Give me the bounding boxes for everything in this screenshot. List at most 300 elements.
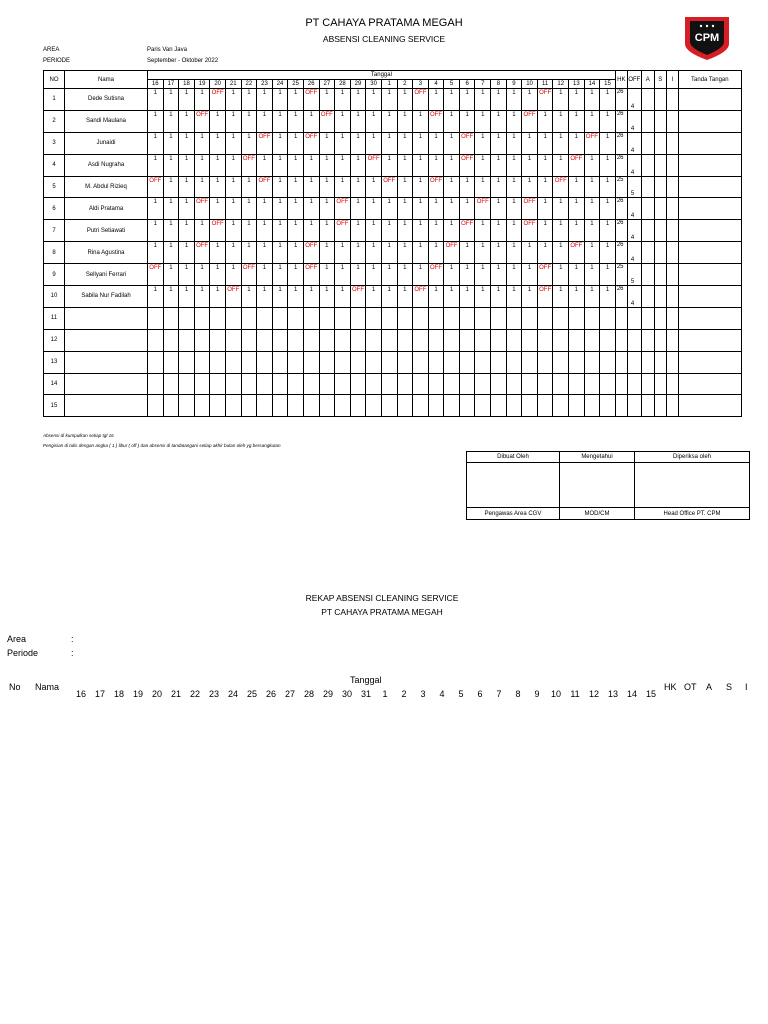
day-cell: 1 <box>225 242 241 264</box>
day-cell: 1 <box>569 264 585 286</box>
off-count <box>627 373 641 395</box>
day-cell: 1 <box>381 89 397 111</box>
day-cell: 1 <box>335 89 351 111</box>
day-cell: 1 <box>459 264 475 286</box>
day-cell: 1 <box>163 110 179 132</box>
day-cell: OFF <box>459 132 475 154</box>
day-cell: 1 <box>148 198 164 220</box>
off-count: 4 <box>627 286 641 308</box>
day-cell: 1 <box>257 89 273 111</box>
day-cell: 1 <box>444 89 460 111</box>
recap-day-header: 15 <box>645 689 656 699</box>
day-cell <box>179 329 195 351</box>
day-header: 7 <box>475 80 491 89</box>
day-cell: 1 <box>257 198 273 220</box>
row-number: 10 <box>44 286 65 308</box>
row-number: 3 <box>44 132 65 154</box>
day-cell: OFF <box>194 110 210 132</box>
table-row <box>44 286 742 308</box>
day-cell: 1 <box>272 286 288 308</box>
day-cell: 1 <box>366 264 382 286</box>
signature-cell <box>678 395 741 417</box>
day-cell: 1 <box>241 132 257 154</box>
recap-day-header: 27 <box>284 689 295 699</box>
day-cell <box>381 329 397 351</box>
day-cell <box>194 373 210 395</box>
day-cell <box>272 373 288 395</box>
recap-day-header: 11 <box>570 689 580 699</box>
day-cell <box>600 329 616 351</box>
day-cell <box>350 395 366 417</box>
day-cell: 1 <box>288 198 304 220</box>
day-cell <box>272 351 288 373</box>
i-cell <box>666 351 678 373</box>
day-cell: 1 <box>413 242 429 264</box>
day-cell <box>303 329 319 351</box>
table-row <box>44 351 742 373</box>
day-cell: 1 <box>210 176 226 198</box>
recap-day-header: 6 <box>477 689 483 699</box>
signature-cell <box>678 110 741 132</box>
recap-day-header: 18 <box>113 689 124 699</box>
hk-value: 26 <box>615 89 627 111</box>
day-cell: 1 <box>600 154 616 176</box>
day-cell <box>491 351 507 373</box>
day-cell <box>257 351 273 373</box>
day-header: 22 <box>241 80 257 89</box>
day-cell: OFF <box>148 176 164 198</box>
signature-cell <box>678 351 741 373</box>
day-cell: OFF <box>303 264 319 286</box>
day-cell <box>225 395 241 417</box>
day-cell <box>459 373 475 395</box>
day-cell: 1 <box>600 264 616 286</box>
employee-name <box>65 351 148 373</box>
s-cell <box>654 242 666 264</box>
sign-box-checked-by <box>635 463 750 508</box>
day-cell: OFF <box>350 286 366 308</box>
table-row <box>44 307 742 329</box>
day-cell <box>241 395 257 417</box>
day-cell: 1 <box>350 176 366 198</box>
day-cell <box>210 329 226 351</box>
day-cell <box>179 373 195 395</box>
i-cell <box>666 110 678 132</box>
day-cell <box>569 307 585 329</box>
row-number: 7 <box>44 220 65 242</box>
day-cell <box>350 351 366 373</box>
logo-text: CPM <box>694 32 720 44</box>
day-cell: OFF <box>257 132 273 154</box>
day-cell: 1 <box>241 198 257 220</box>
day-cell: 1 <box>491 132 507 154</box>
day-cell <box>303 373 319 395</box>
sign-box-made-by <box>467 463 560 508</box>
day-cell <box>194 351 210 373</box>
header-tanggal: Tanggal <box>148 71 616 80</box>
day-cell: 1 <box>319 264 335 286</box>
day-cell: 1 <box>444 198 460 220</box>
day-cell: 1 <box>506 220 522 242</box>
day-cell: 1 <box>179 286 195 308</box>
day-cell: OFF <box>459 154 475 176</box>
day-cell <box>553 395 569 417</box>
day-cell: 1 <box>506 110 522 132</box>
day-cell: 1 <box>303 198 319 220</box>
i-cell <box>666 264 678 286</box>
day-cell: OFF <box>475 198 491 220</box>
day-cell: 1 <box>148 220 164 242</box>
day-cell <box>491 373 507 395</box>
day-cell: OFF <box>413 286 429 308</box>
header-tanda-tangan: Tanda Tangan <box>678 71 741 89</box>
day-cell: 1 <box>397 242 413 264</box>
note-line-1: Absensi di kumpulkan setiap tgl 16 <box>43 433 114 438</box>
day-cell <box>288 307 304 329</box>
day-cell <box>444 329 460 351</box>
day-header: 5 <box>444 80 460 89</box>
day-header: 15 <box>600 80 616 89</box>
day-cell: 1 <box>303 154 319 176</box>
day-cell: 1 <box>569 220 585 242</box>
day-cell: OFF <box>194 198 210 220</box>
day-cell <box>413 329 429 351</box>
day-cell: 1 <box>225 264 241 286</box>
day-cell <box>553 373 569 395</box>
day-cell: 1 <box>335 176 351 198</box>
day-header: 8 <box>491 80 507 89</box>
day-cell <box>179 351 195 373</box>
s-cell <box>654 286 666 308</box>
hk-value: 25 <box>615 264 627 286</box>
day-cell: 1 <box>381 154 397 176</box>
day-cell: OFF <box>381 176 397 198</box>
day-cell <box>522 395 538 417</box>
day-cell: 1 <box>584 110 600 132</box>
recap-day-header: 24 <box>227 689 238 699</box>
day-cell: 1 <box>444 286 460 308</box>
day-header: 19 <box>194 80 210 89</box>
day-cell: 1 <box>381 220 397 242</box>
day-cell: 1 <box>257 110 273 132</box>
day-cell <box>537 307 553 329</box>
table-row <box>44 242 742 264</box>
i-cell <box>666 220 678 242</box>
day-cell <box>319 395 335 417</box>
table-row <box>44 373 742 395</box>
recap-day-header: 10 <box>550 689 561 699</box>
day-cell: 1 <box>257 220 273 242</box>
employee-name: Dede Sutisna <box>65 89 148 111</box>
day-cell <box>506 307 522 329</box>
day-cell: OFF <box>194 242 210 264</box>
day-cell: OFF <box>210 220 226 242</box>
a-cell <box>641 198 654 220</box>
day-cell: 1 <box>475 89 491 111</box>
day-cell <box>569 395 585 417</box>
day-cell: OFF <box>366 154 382 176</box>
table-row <box>44 176 742 198</box>
day-cell <box>491 307 507 329</box>
area-value: Paris Van Java <box>147 47 187 53</box>
day-cell: 1 <box>335 264 351 286</box>
employee-name: Aldi Pratama <box>65 198 148 220</box>
a-cell <box>641 395 654 417</box>
recap-day-header: 30 <box>341 689 352 699</box>
table-row <box>44 329 742 351</box>
hk-value: 25 <box>615 176 627 198</box>
hk-value <box>615 329 627 351</box>
off-count <box>627 307 641 329</box>
day-cell: 1 <box>350 89 366 111</box>
day-cell <box>148 307 164 329</box>
signature-cell <box>678 264 741 286</box>
a-cell <box>641 329 654 351</box>
day-cell: 1 <box>272 132 288 154</box>
day-cell: 1 <box>288 89 304 111</box>
day-cell: OFF <box>241 154 257 176</box>
day-cell <box>444 395 460 417</box>
day-cell: 1 <box>350 220 366 242</box>
day-cell: 1 <box>459 286 475 308</box>
header-i: I <box>666 71 678 89</box>
day-cell <box>428 373 444 395</box>
i-cell <box>666 89 678 111</box>
day-cell: 1 <box>584 176 600 198</box>
day-cell: 1 <box>569 89 585 111</box>
day-cell <box>506 351 522 373</box>
day-cell: 1 <box>553 132 569 154</box>
day-cell <box>319 329 335 351</box>
day-cell: 1 <box>491 286 507 308</box>
day-cell: OFF <box>459 220 475 242</box>
row-number: 2 <box>44 110 65 132</box>
day-cell <box>272 307 288 329</box>
off-count: 4 <box>627 242 641 264</box>
day-header: 20 <box>210 80 226 89</box>
day-cell: 1 <box>475 286 491 308</box>
hk-value <box>615 373 627 395</box>
day-cell: 1 <box>163 89 179 111</box>
employee-name: Junaidi <box>65 132 148 154</box>
day-cell: 1 <box>366 198 382 220</box>
row-number: 8 <box>44 242 65 264</box>
day-cell <box>257 307 273 329</box>
day-cell <box>241 373 257 395</box>
day-cell: 1 <box>194 176 210 198</box>
day-cell <box>569 329 585 351</box>
day-cell: 1 <box>241 110 257 132</box>
day-cell <box>475 351 491 373</box>
day-cell: 1 <box>272 154 288 176</box>
day-cell <box>163 373 179 395</box>
day-cell: 1 <box>491 264 507 286</box>
day-cell: 1 <box>225 176 241 198</box>
recap-title: REKAP ABSENSI CLEANING SERVICE <box>305 593 459 603</box>
signature-cell <box>678 132 741 154</box>
day-cell: 1 <box>413 110 429 132</box>
day-cell: 1 <box>506 89 522 111</box>
day-cell: 1 <box>506 154 522 176</box>
day-cell: OFF <box>319 110 335 132</box>
day-cell: 1 <box>600 198 616 220</box>
header-off: OFF <box>627 71 641 89</box>
s-cell <box>654 132 666 154</box>
day-cell: 1 <box>319 176 335 198</box>
day-cell: 1 <box>319 286 335 308</box>
day-cell: 1 <box>272 242 288 264</box>
day-header: 21 <box>225 80 241 89</box>
day-cell: 1 <box>225 110 241 132</box>
day-cell: 1 <box>257 242 273 264</box>
day-cell <box>272 395 288 417</box>
day-cell: 1 <box>506 176 522 198</box>
day-cell: 1 <box>459 89 475 111</box>
day-cell: OFF <box>428 176 444 198</box>
day-cell <box>366 395 382 417</box>
hk-value: 26 <box>615 220 627 242</box>
day-cell: 1 <box>506 198 522 220</box>
day-cell: 1 <box>522 89 538 111</box>
header-a: A <box>641 71 654 89</box>
day-cell <box>381 373 397 395</box>
day-cell: 1 <box>225 220 241 242</box>
day-cell: OFF <box>303 89 319 111</box>
day-header: 24 <box>272 80 288 89</box>
day-cell: 1 <box>335 242 351 264</box>
day-cell: 1 <box>397 89 413 111</box>
day-header: 4 <box>428 80 444 89</box>
s-cell <box>654 373 666 395</box>
day-cell: 1 <box>194 264 210 286</box>
day-cell <box>288 373 304 395</box>
recap-day-header: 14 <box>626 689 637 699</box>
day-cell <box>475 307 491 329</box>
i-cell <box>666 176 678 198</box>
day-cell: 1 <box>600 132 616 154</box>
day-header: 13 <box>569 80 585 89</box>
hk-value: 26 <box>615 110 627 132</box>
day-cell <box>381 307 397 329</box>
a-cell <box>641 242 654 264</box>
day-header: 23 <box>257 80 273 89</box>
day-cell: 1 <box>397 286 413 308</box>
a-cell <box>641 351 654 373</box>
day-cell: 1 <box>537 110 553 132</box>
day-cell: 1 <box>381 132 397 154</box>
day-cell <box>600 373 616 395</box>
day-header: 16 <box>148 80 164 89</box>
row-number: 14 <box>44 373 65 395</box>
day-cell: OFF <box>303 242 319 264</box>
day-cell: 1 <box>241 220 257 242</box>
day-cell: 1 <box>584 264 600 286</box>
day-cell: 1 <box>444 264 460 286</box>
row-number: 12 <box>44 329 65 351</box>
recap-day-header: 7 <box>496 689 502 699</box>
a-cell <box>641 264 654 286</box>
a-cell <box>641 220 654 242</box>
recap-area-colon: : <box>71 634 74 644</box>
day-cell <box>569 373 585 395</box>
employee-name: Sabila Nur Fadilah <box>65 286 148 308</box>
table-row <box>44 154 742 176</box>
signature-cell <box>678 154 741 176</box>
day-cell <box>335 351 351 373</box>
day-cell: 1 <box>381 110 397 132</box>
day-cell: OFF <box>537 89 553 111</box>
i-cell <box>666 307 678 329</box>
day-header: 25 <box>288 80 304 89</box>
recap-area-label: Area <box>7 634 27 644</box>
day-header: 14 <box>584 80 600 89</box>
recap-i-header: I <box>745 682 748 692</box>
day-cell: 1 <box>428 154 444 176</box>
day-cell: 1 <box>210 132 226 154</box>
employee-name: Sellyani Ferrari <box>65 264 148 286</box>
day-header: 26 <box>303 80 319 89</box>
day-cell <box>506 373 522 395</box>
day-cell: 1 <box>366 110 382 132</box>
day-cell: 1 <box>506 264 522 286</box>
signature-cell <box>678 329 741 351</box>
header-hk: HK <box>615 71 627 89</box>
day-cell: 1 <box>163 286 179 308</box>
recap-periode-label: Periode <box>7 648 39 658</box>
day-cell <box>179 307 195 329</box>
i-cell <box>666 373 678 395</box>
day-cell: OFF <box>537 264 553 286</box>
day-header: 10 <box>522 80 538 89</box>
day-cell <box>397 307 413 329</box>
table-row <box>44 89 742 111</box>
day-cell <box>366 329 382 351</box>
day-cell: 1 <box>257 154 273 176</box>
day-cell: 1 <box>428 89 444 111</box>
day-cell <box>210 351 226 373</box>
day-cell <box>522 307 538 329</box>
day-cell <box>537 351 553 373</box>
day-header: 18 <box>179 80 195 89</box>
recap-no-header: No <box>9 682 21 692</box>
day-cell: 1 <box>381 242 397 264</box>
day-cell: 1 <box>148 89 164 111</box>
day-cell <box>335 395 351 417</box>
day-cell: 1 <box>288 176 304 198</box>
day-cell: 1 <box>397 198 413 220</box>
hk-value: 26 <box>615 286 627 308</box>
day-cell: 1 <box>569 198 585 220</box>
day-cell: 1 <box>600 286 616 308</box>
day-cell: 1 <box>475 220 491 242</box>
day-cell <box>506 395 522 417</box>
day-cell <box>179 395 195 417</box>
day-cell: OFF <box>428 264 444 286</box>
day-cell: 1 <box>444 154 460 176</box>
day-cell <box>210 395 226 417</box>
day-cell: 1 <box>413 198 429 220</box>
day-cell <box>491 395 507 417</box>
day-cell: 1 <box>210 154 226 176</box>
recap-periode-colon: : <box>71 648 74 658</box>
day-cell <box>366 307 382 329</box>
day-cell: 1 <box>584 242 600 264</box>
day-cell <box>303 351 319 373</box>
day-cell: 1 <box>319 154 335 176</box>
s-cell <box>654 351 666 373</box>
day-cell <box>319 307 335 329</box>
day-cell: 1 <box>319 198 335 220</box>
